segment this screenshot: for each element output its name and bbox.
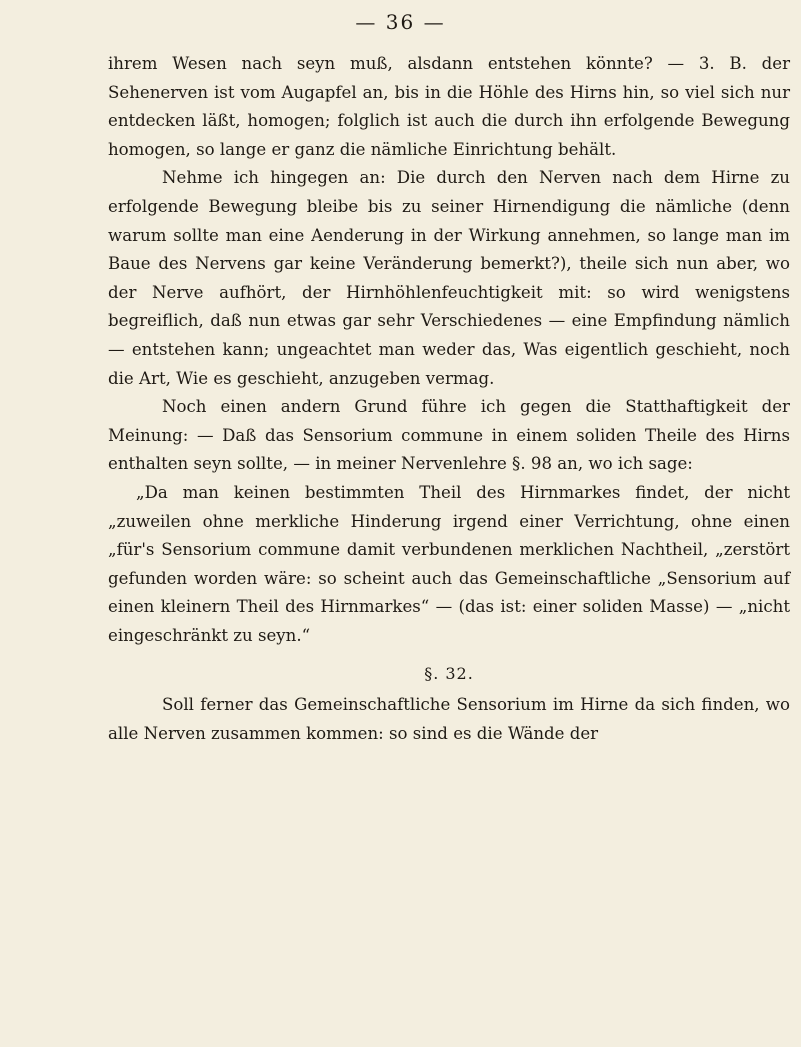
section-heading: §. 32. bbox=[424, 664, 474, 684]
page-number-header: — 36 — bbox=[355, 10, 446, 34]
quote-text: „Da man keinen bestimmten Theil des Hirnmarkes findet, der nicht „zuweilen ohne merkliche Hinderung irgend einer Verrichtung, ohne einen „für's Sensorium commune damit verbundenen merklichen Nachtheil, „zerstört gefunden worden wäre: so scheint auch das Gemeinschaftliche „Sensorium auf einen kleinern Theil des Hirnmarkes“ — (das ist: einer soliden Masse) — „nicht eingeschränkt zu seyn.“ bbox=[108, 482, 790, 645]
paragraph-3: Noch einen andern Grund führe ich gegen die Statthaftigkeit der Meinung: — Daß das Sensorium commune in einem soliden Theile des Hirns enthalten seyn sollte, — in meiner Nervenlehre §. 98 an, wo ich sage: bbox=[108, 397, 790, 474]
page-body bbox=[108, 50, 790, 749]
paragraph-2: Nehme ich hingegen an: Die durch den Nerven nach dem Hirne zu erfolgende Bewegung bleibe bis zu seiner Hirnendigung die nämliche (denn warum sollte man eine Aenderung in der Wirkung annehmen, so lange man im Baue des Nervens gar keine Veränderung bemerkt?), theile sich nun aber, wo der Nerve aufhört, der Hirnhöhlenfeuchtigkeit mit: so wird wenigstens begreiflich, daß nun etwas gar sehr Verschiedenes — eine Empfindung nämlich — entstehen kann; ungeachtet man weder das, Was eigentlich geschieht, noch die Art, Wie es geschieht, anzugeben vermag. bbox=[108, 168, 790, 388]
block-quote bbox=[108, 479, 790, 651]
paragraph-1: ihrem Wesen nach seyn muß, alsdann entstehen könnte? — 3. B. der Sehenerven ist vom Augapfel an, bis in die Höhle des Hirns hin, so viel sich nur entdecken läßt, homogen; folglich ist auch die durch ihn erfolgende Bewegung homogen, so lange er ganz die nämliche Einrichtung behält. bbox=[108, 54, 790, 159]
closing-paragraph: Soll ferner das Gemeinschaftliche Sensorium im Hirne da sich finden, wo alle Nerven zusammen kommen: so sind es die Wände der bbox=[108, 695, 790, 744]
